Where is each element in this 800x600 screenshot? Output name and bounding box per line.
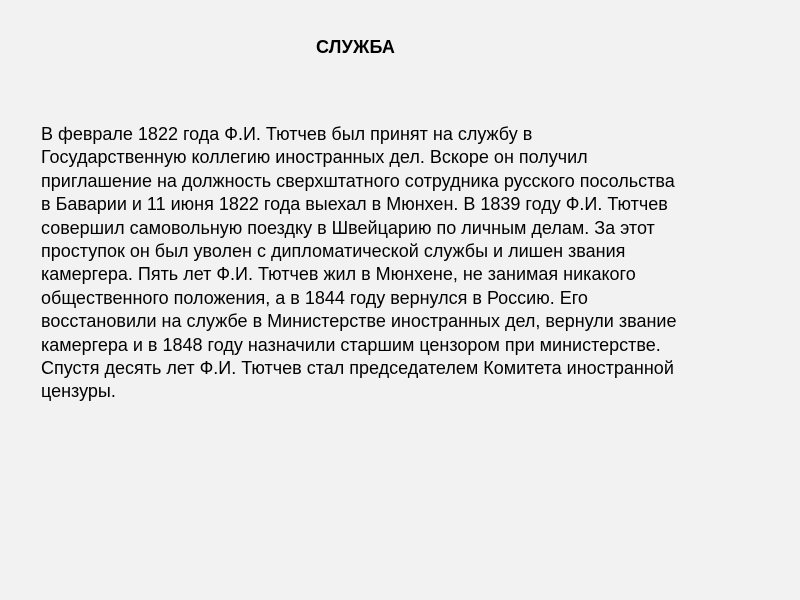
body-paragraph — [41, 123, 753, 404]
body-line: проступок он был уволен с дипломатической службы и лишен звания — [41, 241, 626, 262]
body-line: приглашение на должность сверхштатного сотрудника русского посольства — [41, 170, 675, 191]
slide-title: СЛУЖБА — [316, 37, 396, 57]
body-line: общественного положения, а в 1844 году вернулся в Россию. Его — [41, 287, 588, 308]
body-line: восстановили на службе в Министерстве иностранных дел, вернули звание — [41, 311, 677, 332]
body-line: совершил самовольную поездку в Швейцарию по личным делам. За этот — [41, 217, 655, 238]
body-line: камергера и в 1848 году назначили старшим цензором при министерстве. — [41, 334, 661, 355]
body-line: Государственную коллегию иностранных дел. Вскоре он получил — [41, 147, 588, 168]
body-line: В феврале 1822 года Ф.И. Тютчев был принят на службу в — [41, 124, 533, 144]
body-line: Спустя десять лет Ф.И. Тютчев стал председателем Комитета иностранной — [41, 358, 674, 379]
body-line: камергера. Пять лет Ф.И. Тютчев жил в Мюнхене, не занимая никакого — [41, 264, 636, 285]
body-line: в Баварии и 11 июня 1822 года выехал в Мюнхен. В 1839 году Ф.И. Тютчев — [41, 194, 668, 215]
body-line: цензуры. — [41, 381, 116, 402]
